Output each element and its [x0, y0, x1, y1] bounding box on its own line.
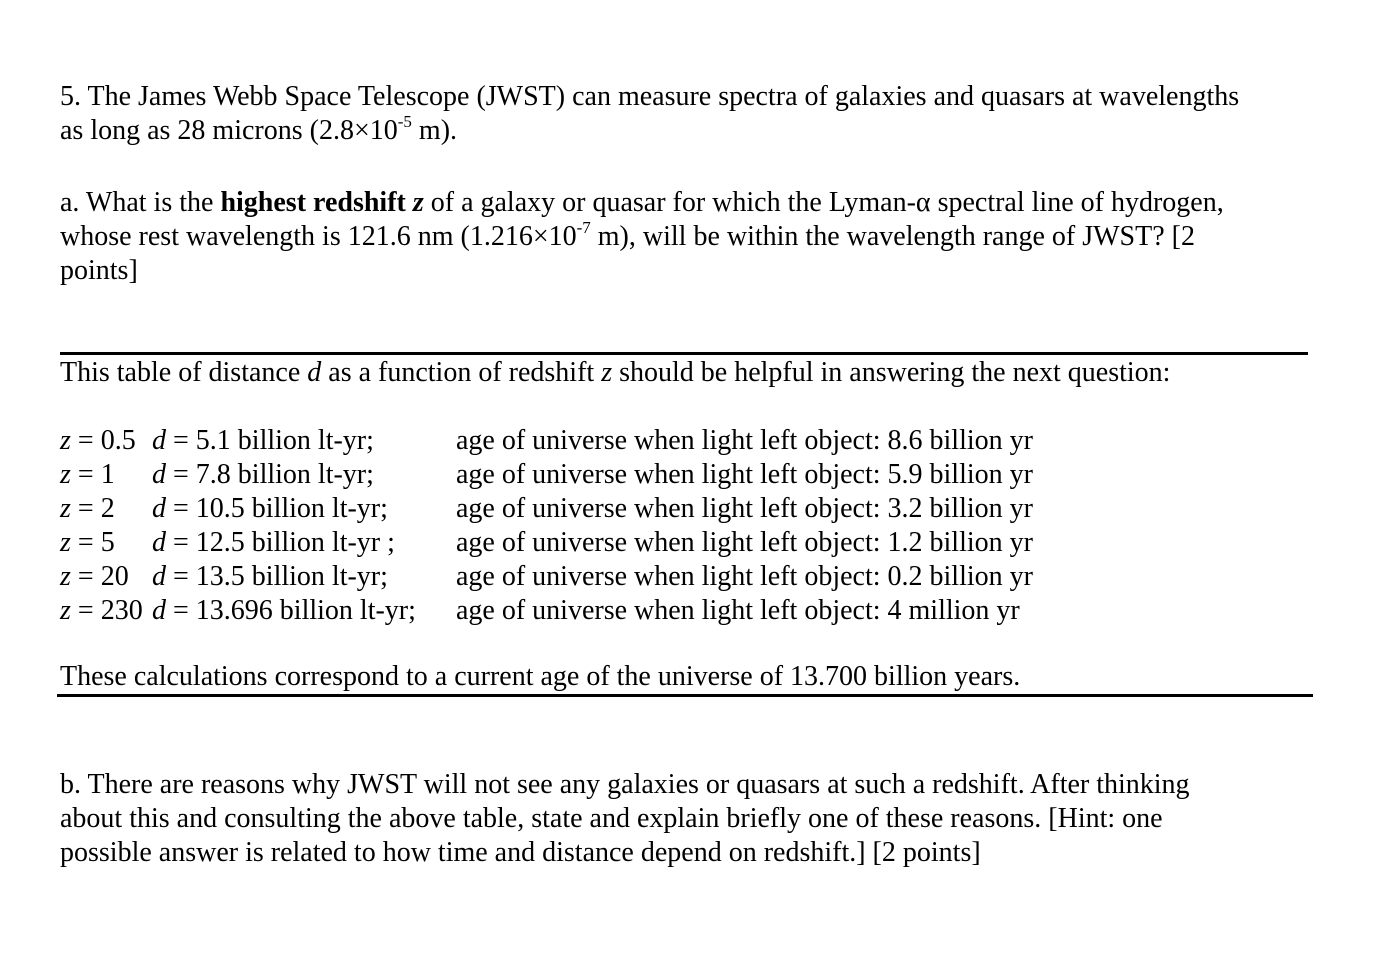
question-5-line-2: as long as 28 microns ($2.8\times 10^{-5}$ m). — [60, 112, 458, 146]
z-cell: z = 20 — [60, 561, 129, 592]
emphasis-highest-redshift: highest redshift — [220, 187, 406, 218]
z-cell: z = 0.5 — [60, 425, 136, 456]
d-cell: d = 7.8 billion lt-yr; — [152, 459, 374, 490]
question-b — [60, 768, 1190, 870]
question-b-line-1: b. There are reasons why JWST will not see any galaxies or quasars at such a redshift. After thinking — [60, 769, 1190, 800]
question-a-line-1: a. What is the highest redshift z of a galaxy or quasar for which the Lyman-α spectral line of hydrogen, — [60, 187, 1224, 218]
top-rule — [60, 352, 1308, 355]
table-footer-note: These calculations correspond to a current age of the universe of 13.700 billion years. — [60, 661, 1021, 692]
question-5-line-1: 5. The James Webb Space Telescope (JWST) can measure spectra of galaxies and quasars at wavelengths — [60, 81, 1240, 112]
exponent: -7 — [576, 218, 591, 237]
z-cell: z = 2 — [60, 493, 115, 524]
question-5 — [60, 80, 1239, 148]
z-cell: z = 5 — [60, 527, 115, 558]
question-a-line-2: whose rest wavelength is 121.6 nm ($1.216\times 10^{-7}$ m), will be within the wavelength range of JWST? [2 — [60, 218, 1195, 252]
d-cell: d = 13.5 billion lt-yr; — [152, 561, 388, 592]
question-a — [60, 186, 1224, 288]
z-cell: z = 1 — [60, 459, 115, 490]
age-cell: age of universe when light left object: 8.6 billion yr — [456, 425, 1033, 456]
d-cell: d = 10.5 billion lt-yr; — [152, 493, 388, 524]
age-cell: age of universe when light left object: 1.2 billion yr — [456, 527, 1033, 558]
redshift-variable: z — [601, 357, 613, 388]
question-a-line-3: points] — [60, 255, 138, 286]
age-cell: age of universe when light left object: 0.2 billion yr — [456, 561, 1033, 592]
age-cell: age of universe when light left object: 5.9 billion yr — [456, 459, 1033, 490]
age-cell: age of universe when light left object: 4 million yr — [456, 595, 1020, 626]
question-b-line-3: possible answer is related to how time and distance depend on redshift.] [2 points] — [60, 837, 981, 868]
table-intro: This table of distance d as a function of redshift z should be helpful in answering the next question: — [60, 357, 1171, 388]
d-cell: d = 12.5 billion lt-yr ; — [152, 527, 395, 558]
exponent: -5 — [397, 112, 412, 131]
bottom-rule — [57, 694, 1313, 697]
z-cell: z = 230 — [60, 595, 143, 626]
distance-variable: d — [307, 357, 322, 388]
d-cell: d = 13.696 billion lt-yr; — [152, 595, 416, 626]
question-b-line-2: about this and consulting the above table, state and explain briefly one of these reasons. [Hint: one — [60, 803, 1163, 834]
redshift-variable: z — [412, 187, 424, 218]
d-cell: d = 5.1 billion lt-yr; — [152, 425, 374, 456]
age-cell: age of universe when light left object: 3.2 billion yr — [456, 493, 1033, 524]
